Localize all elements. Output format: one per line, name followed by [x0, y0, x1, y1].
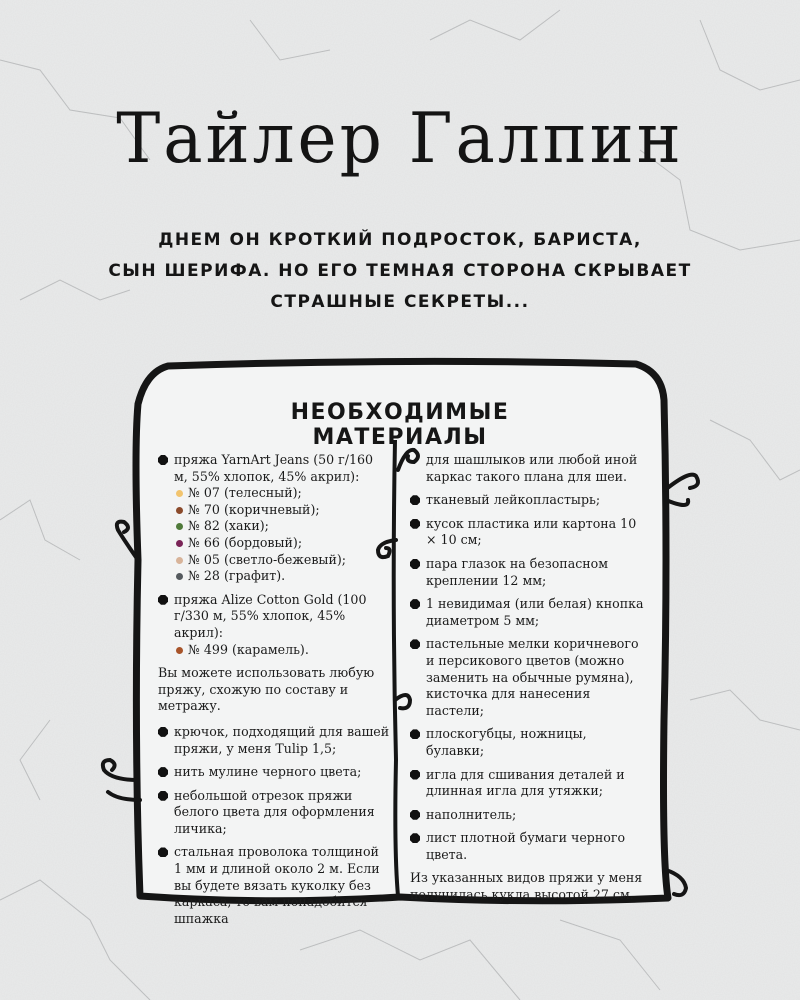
list-item-text: небольшой отрезок пряжи белого цвета для оформления личика; — [174, 787, 375, 836]
materials-left-column — [158, 452, 390, 934]
list-item-continuation: для шашлыков или любой иной каркас такого плана для шеи. — [426, 452, 638, 484]
list-item-text: кусок пластика или картона 10 × 10 см; — [426, 515, 637, 548]
materials-heading: НЕОБХОДИМЫЕ МАТЕРИАЛЫ — [290, 400, 510, 450]
right-items-list — [410, 492, 648, 863]
yarn-color-item — [174, 502, 390, 519]
yarn-color-label: № 05 (светло-бежевый); — [188, 551, 346, 567]
bullet-icon — [410, 559, 420, 569]
bullet-icon — [410, 495, 420, 505]
list-item — [158, 844, 390, 927]
yarn-label: пряжа YarnArt Jeans (50 г/160 м, 55% хлопок, 45% акрил): — [174, 452, 374, 484]
bullet-icon — [158, 455, 168, 465]
list-item-text: пастельные мелки коричневого и персикового цветов (можно заменить на обычные румяна), кисточка для нанесения пастели; — [426, 636, 639, 718]
list-item — [158, 592, 390, 658]
yarn-color-label: № 82 (хаки); — [188, 518, 269, 534]
list-item-text: пара глазок на безопасном креплении 12 мм; — [426, 555, 609, 588]
bullet-icon — [158, 847, 168, 857]
yarn-color-label: № 499 (карамель). — [188, 641, 309, 657]
list-item — [410, 636, 648, 719]
list-item — [410, 767, 648, 800]
yarn-color-item — [174, 642, 390, 659]
color-swatch-icon — [176, 540, 183, 547]
list-item-text: лист плотной бумаги черного цвета. — [426, 830, 626, 862]
yarn-color-item — [174, 485, 390, 502]
list-item — [410, 807, 648, 824]
yarn-color-item — [174, 568, 390, 585]
list-item — [410, 492, 648, 509]
list-item-text: крючок, подходящий для вашей пряжи, у меня Tulip 1,5; — [174, 723, 390, 756]
yarn-color-list — [174, 642, 390, 659]
bullet-icon — [410, 519, 420, 529]
subtitle-line: СТРАШНЫЕ СЕКРЕТЫ... — [270, 292, 530, 312]
yarn-color-label: № 28 (графит). — [188, 568, 286, 584]
color-swatch-icon — [176, 523, 183, 530]
list-item — [410, 516, 648, 549]
list-item-text: игла для сшивания деталей и длинная игла для утяжки; — [426, 766, 625, 799]
footer-note: Из указанных видов пряжи у меня получилась кукла высотой 27 см. — [410, 870, 643, 903]
list-item-text: стальная проволока толщиной 1 мм и длиной около 2 м. Если вы будете вязать куколку без каркаса, то вам понадобится шпажка — [174, 844, 380, 926]
list-item-text: нить мулине черного цвета; — [174, 764, 362, 780]
bullet-icon — [158, 791, 168, 801]
bullet-icon — [410, 599, 420, 609]
list-item — [158, 764, 390, 781]
yarn-color-label: № 70 (коричневый); — [188, 501, 320, 517]
list-item-text: тканевый лейкопластырь; — [426, 492, 601, 508]
yarn-color-label: № 66 (бордовый); — [188, 534, 303, 550]
list-item-text: плоскогубцы, ножницы, булавки; — [426, 726, 587, 758]
bullet-icon — [410, 639, 420, 649]
list-item — [410, 596, 648, 629]
bullet-icon — [410, 729, 420, 739]
page-title: Тайлер Галпин — [116, 98, 684, 179]
yarn-note: Вы можете использовать любую пряжу, схожую по составу и метражу. — [158, 665, 375, 714]
color-swatch-icon — [176, 647, 183, 654]
materials-right-column — [410, 452, 648, 913]
yarn-color-item — [174, 552, 390, 569]
color-swatch-icon — [176, 507, 183, 514]
subtitle-line: ДНЕМ ОН КРОТКИЙ ПОДРОСТОК, БАРИСТА, — [158, 230, 642, 250]
list-item — [410, 726, 648, 759]
list-item-text: 1 невидимая (или белая) кнопка диаметром 5 мм; — [426, 596, 644, 628]
list-item — [158, 724, 390, 757]
list-item — [410, 556, 648, 589]
list-item — [158, 788, 390, 838]
color-swatch-icon — [176, 573, 183, 580]
yarn-color-item — [174, 518, 390, 535]
color-swatch-icon — [176, 490, 183, 497]
yarn-color-item — [174, 535, 390, 552]
list-item — [158, 452, 390, 585]
yarn-color-label: № 07 (телесный); — [188, 485, 302, 501]
bullet-icon — [158, 595, 168, 605]
bullet-icon — [410, 770, 420, 780]
bullet-icon — [410, 833, 420, 843]
bullet-icon — [158, 727, 168, 737]
list-item — [410, 830, 648, 863]
list-item-text: наполнитель; — [426, 806, 517, 822]
subtitle-line: СЫН ШЕРИФА. НО ЕГО ТЕМНАЯ СТОРОНА СКРЫВАЕТ — [108, 261, 692, 281]
yarn-label: пряжа Alize Cotton Gold (100 г/330 м, 55% хлопок, 45% акрил): — [174, 591, 367, 640]
yarn-color-list — [174, 485, 390, 585]
color-swatch-icon — [176, 557, 183, 564]
bullet-icon — [158, 767, 168, 777]
bullet-icon — [410, 810, 420, 820]
left-items-list — [158, 724, 390, 928]
